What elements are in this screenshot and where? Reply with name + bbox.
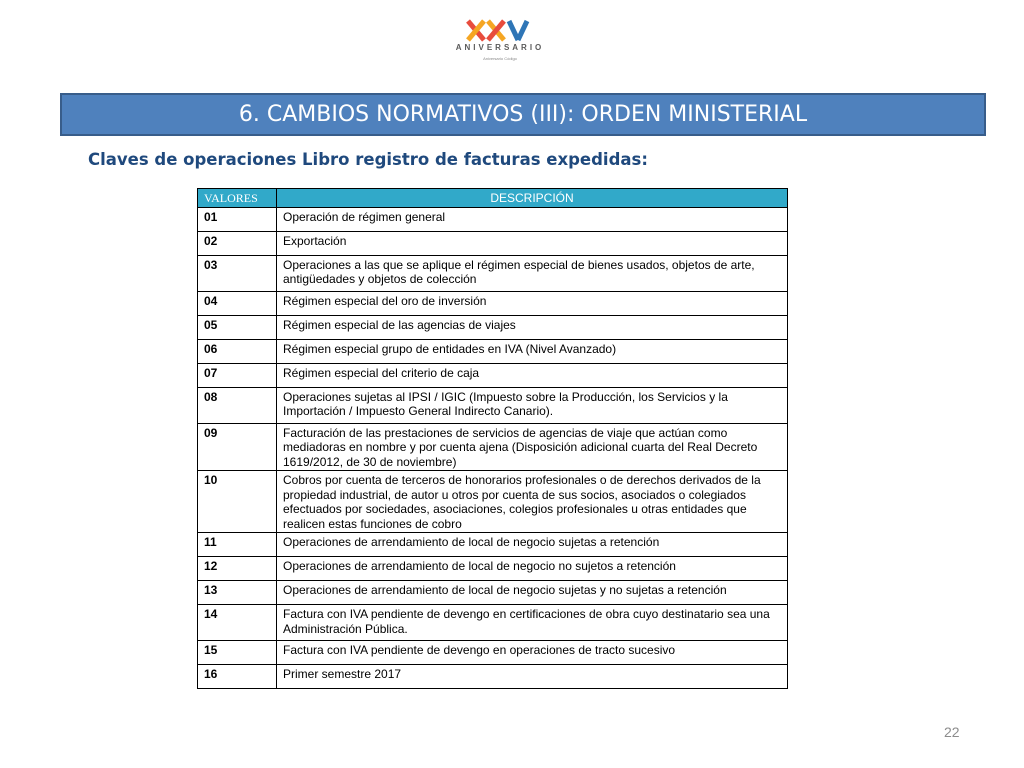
table-header-row xyxy=(198,189,788,208)
row-code: 12 xyxy=(198,557,277,581)
table-row xyxy=(198,641,788,665)
row-description: Régimen especial de las agencias de viajes xyxy=(277,315,788,339)
row-code: 05 xyxy=(198,315,277,339)
logo-subtext: Aniversario Código xyxy=(483,56,517,61)
row-description: Primer semestre 2017 xyxy=(277,665,788,689)
xxv-logo-mark-icon xyxy=(440,18,560,44)
slide-title: 6. CAMBIOS NORMATIVOS (III): ORDEN MINISTERIAL xyxy=(60,93,986,136)
row-code: 14 xyxy=(198,605,277,641)
row-code: 11 xyxy=(198,533,277,557)
row-code: 06 xyxy=(198,339,277,363)
header-descripcion: DESCRIPCIÓN xyxy=(277,189,788,208)
row-code: 04 xyxy=(198,291,277,315)
table-row xyxy=(198,471,788,533)
row-description: Operaciones sujetas al IPSI / IGIC (Impuesto sobre la Producción, los Servicios y la Importación / Impuesto General Indirecto Canario). xyxy=(277,387,788,423)
table-row xyxy=(198,207,788,231)
table-row xyxy=(198,339,788,363)
row-code: 07 xyxy=(198,363,277,387)
row-description: Factura con IVA pendiente de devengo en operaciones de tracto sucesivo xyxy=(277,641,788,665)
row-description: Factura con IVA pendiente de devengo en certificaciones de obra cuyo destinatario sea una Administración Pública. xyxy=(277,605,788,641)
table-row xyxy=(198,581,788,605)
table-row xyxy=(198,363,788,387)
row-description: Exportación xyxy=(277,231,788,255)
row-description: Operaciones de arrendamiento de local de negocio sujetas a retención xyxy=(277,533,788,557)
row-description: Régimen especial del criterio de caja xyxy=(277,363,788,387)
page-number: 22 xyxy=(944,724,960,740)
row-description: Régimen especial del oro de inversión xyxy=(277,291,788,315)
row-code: 02 xyxy=(198,231,277,255)
row-code: 15 xyxy=(198,641,277,665)
row-description: Operaciones de arrendamiento de local de negocio no sujetos a retención xyxy=(277,557,788,581)
row-code: 09 xyxy=(198,423,277,471)
row-description: Facturación de las prestaciones de servicios de agencias de viaje que actúan como mediadoras en nombre y por cuenta ajena (Disposición adicional cuarta del Real Decreto 1619/2012, de 30 de noviembre) xyxy=(277,423,788,471)
table-row xyxy=(198,291,788,315)
row-code: 08 xyxy=(198,387,277,423)
anniversary-logo xyxy=(440,18,560,70)
table-row xyxy=(198,533,788,557)
slide-subtitle: Claves de operaciones Libro registro de facturas expedidas: xyxy=(88,150,648,169)
row-description: Régimen especial grupo de entidades en IVA (Nivel Avanzado) xyxy=(277,339,788,363)
table-row xyxy=(198,665,788,689)
operations-keys-table xyxy=(197,188,788,689)
row-description: Cobros por cuenta de terceros de honorarios profesionales o de derechos derivados de la propiedad industrial, de autor u otros por cuenta de sus socios, asociados o colegiados efectuados por sociedades, asociaciones, colegios profesionales u otras entidades que realicen estas funciones de cobro xyxy=(277,471,788,533)
logo-word: ANIVERSARIO xyxy=(455,43,545,52)
table-row xyxy=(198,557,788,581)
table-row xyxy=(198,387,788,423)
row-description: Operaciones a las que se aplique el régimen especial de bienes usados, objetos de arte, antigüedades y objetos de colección xyxy=(277,255,788,291)
table-row xyxy=(198,315,788,339)
row-code: 03 xyxy=(198,255,277,291)
table-row xyxy=(198,255,788,291)
row-code: 10 xyxy=(198,471,277,533)
row-description: Operaciones de arrendamiento de local de negocio sujetas y no sujetas a retención xyxy=(277,581,788,605)
header-valores: VALORES xyxy=(198,189,277,208)
row-code: 13 xyxy=(198,581,277,605)
row-code: 16 xyxy=(198,665,277,689)
table-row xyxy=(198,605,788,641)
row-description: Operación de régimen general xyxy=(277,207,788,231)
table-row xyxy=(198,231,788,255)
table-row xyxy=(198,423,788,471)
row-code: 01 xyxy=(198,207,277,231)
